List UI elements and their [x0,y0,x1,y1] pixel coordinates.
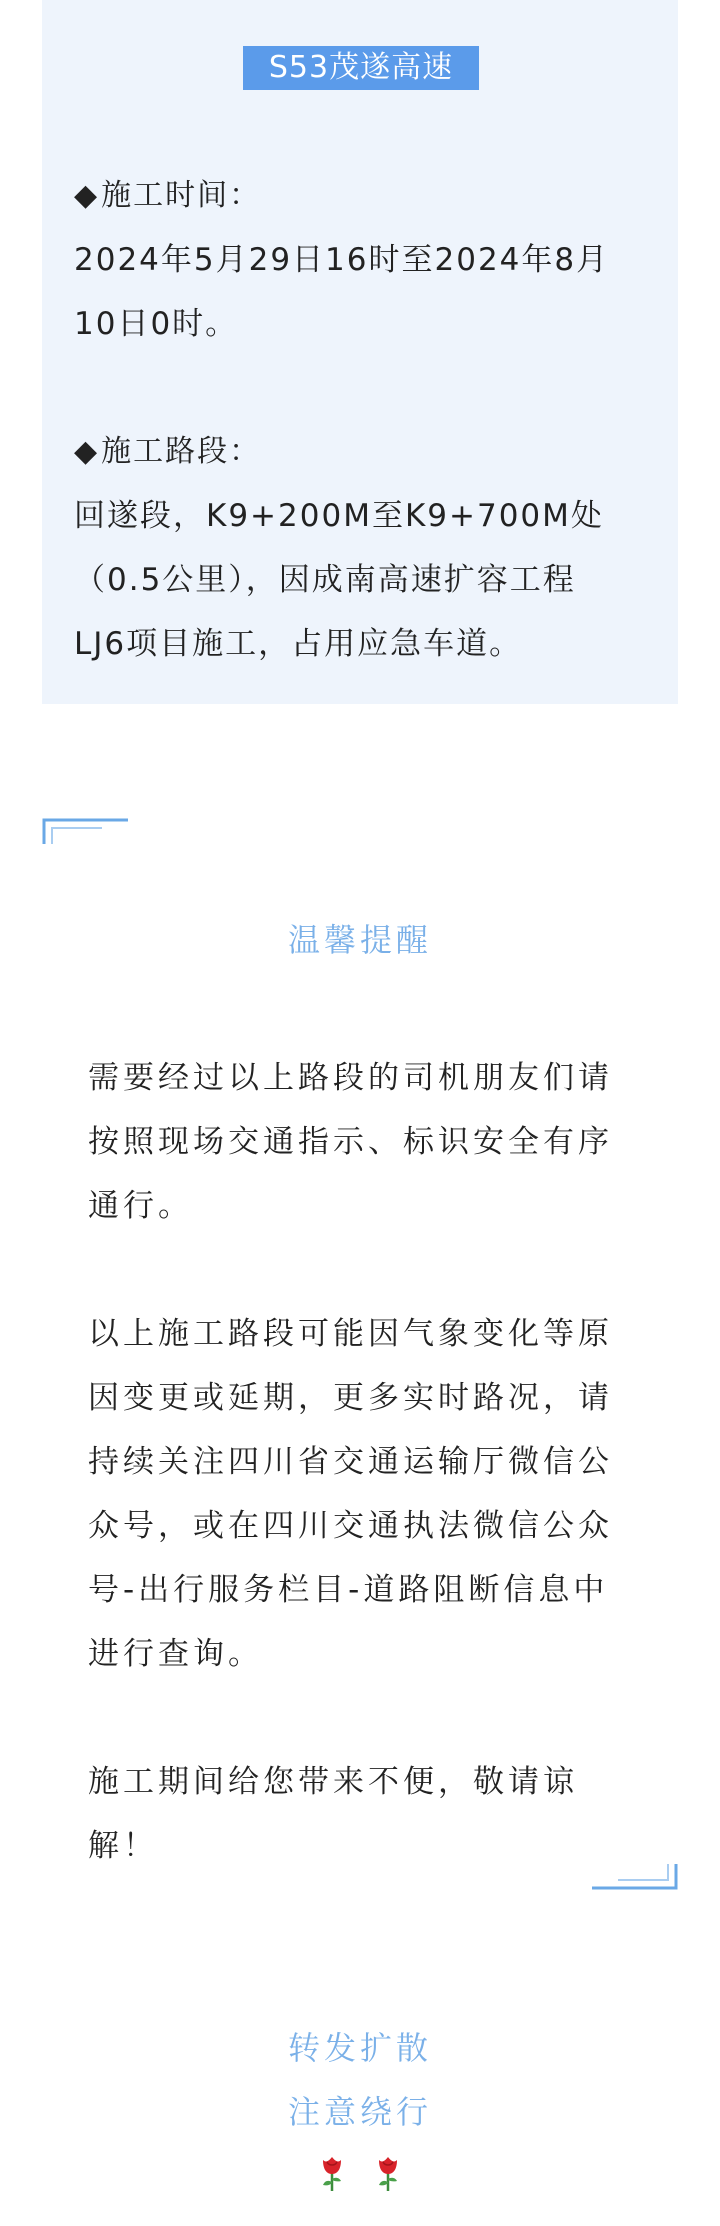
paragraph-line: 持续关注四川省交通运输厅微信公 [88,1444,613,1480]
rose-decoration [0,2150,720,2192]
paragraph-line: 通行。 [88,1188,193,1224]
section-line-3: LJ6项目施工，占用应急车道。 [74,626,523,662]
reminder-paragraph-3 [88,1750,636,1878]
paragraph-line: 需要经过以上路段的司机朋友们请 [88,1060,613,1096]
paragraph-line: 解！ [88,1828,158,1864]
rose-icon [315,2152,349,2192]
reminder-title: 温馨提醒 [287,921,432,959]
reminder-paragraph-2 [88,1302,636,1686]
paragraph-line: 施工期间给您带来不便，敬请谅 [88,1764,578,1800]
paragraph-line: 因变更或延期，更多实时路况，请 [88,1380,613,1416]
footer-forward-text: 转发扩散 [287,2029,432,2067]
time-label-text: 施工时间： [101,178,262,213]
footer-detour-text: 注意绕行 [287,2093,432,2131]
paragraph-line: 号-出行服务栏目-道路阻断信息中 [88,1572,609,1608]
time-label [74,176,261,216]
time-line-1: 2024年5月29日16时至2024年8月 [74,242,610,278]
corner-bracket-top-left-icon [42,818,130,846]
diamond-bullet-icon: ◆ [74,434,100,469]
road-name-badge: S53茂遂高速 [243,46,479,90]
paragraph-line: 按照现场交通指示、标识安全有序 [88,1124,613,1160]
section-label-text: 施工路段： [101,434,262,469]
rose-icon [371,2152,405,2192]
paragraph-line: 以上施工路段可能因气象变化等原 [88,1316,613,1352]
section-line-1: 回遂段，K9+200M至K9+700M处 [74,498,604,534]
diamond-bullet-icon: ◆ [74,178,100,213]
paragraph-line: 进行查询。 [88,1636,263,1672]
paragraph-line: 众号，或在四川交通执法微信公众 [88,1508,613,1544]
section-label [74,432,261,472]
reminder-paragraph-1 [88,1046,636,1238]
section-line-2: （0.5公里），因成南高速扩容工程 [74,562,576,598]
time-line-2: 10日0时。 [74,306,239,342]
corner-bracket-bottom-right-icon [590,1862,678,1890]
